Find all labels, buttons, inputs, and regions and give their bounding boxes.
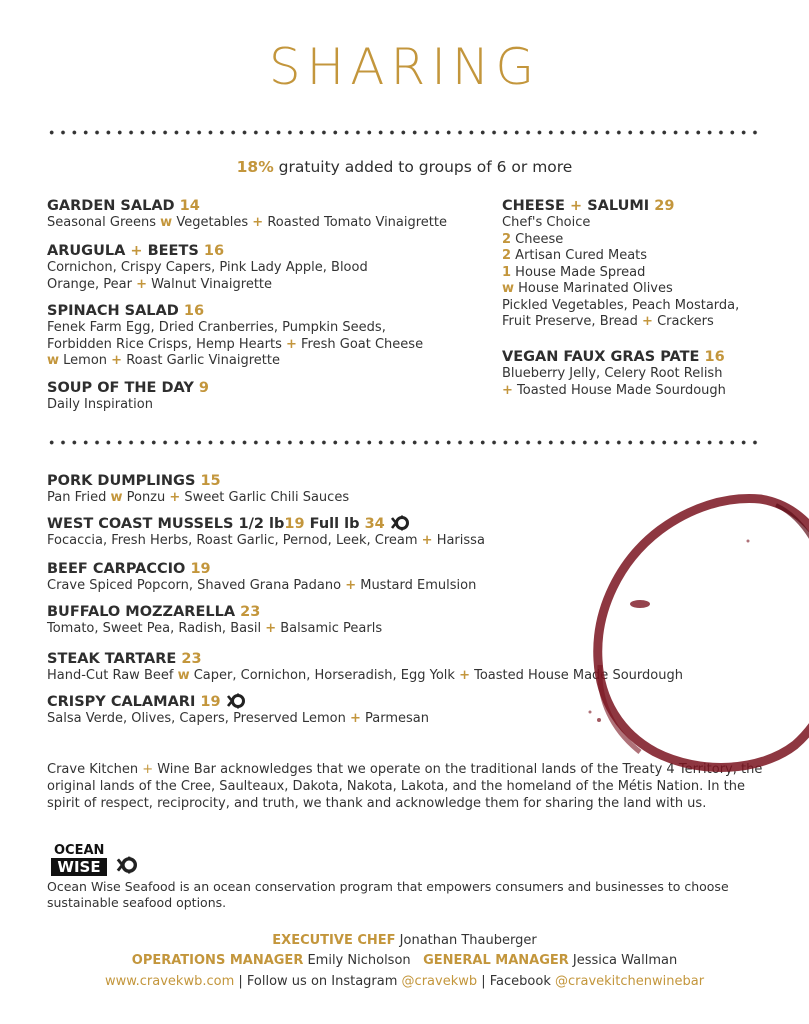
- dotted-divider: [46, 440, 764, 445]
- menu-item-beef-carpaccio: [47, 560, 476, 595]
- gratuity-text: gratuity added to groups of 6 or more: [273, 158, 573, 176]
- item-name: SOUP OF THE DAY: [47, 380, 194, 396]
- menu-item-cheese-salumi: CHEESE + SALUMI 29 Chef's Choice 2 Cheese 2 Artisan Cured Meats 1 House Made Spread w House Marinated Olives Pickled Vegetables, Peach Mostarda, Fruit Preserve, Bread + Crackers: [502, 198, 740, 329]
- dotted-divider: [46, 130, 764, 135]
- item-price: 16: [183, 303, 205, 319]
- page-title: SHARING: [268, 38, 541, 96]
- item-price: 16: [203, 243, 225, 259]
- ocean-wise-logo: [51, 844, 108, 876]
- menu-item-pork-dumplings: [47, 472, 349, 507]
- gratuity-percent: 18%: [236, 158, 274, 176]
- gratuity-note: [0, 158, 809, 176]
- item-price: 23: [181, 651, 202, 667]
- item-price: 14: [179, 198, 200, 214]
- item-description: Tomato, Sweet Pea, Radish, Basil + Balsamic Pearls: [47, 621, 383, 636]
- menu-item-spinach-salad: [47, 302, 423, 370]
- item-description: Daily Inspiration: [47, 397, 153, 412]
- item-name: SPINACH SALAD: [47, 303, 179, 319]
- ocean-wise-icon: [390, 515, 412, 531]
- item-price: 19: [190, 561, 211, 577]
- item-price: 29: [654, 198, 675, 214]
- item-description: Salsa Verde, Olives, Capers, Preserved Lemon + Parmesan: [47, 711, 429, 726]
- ocean-wise-icon: [226, 693, 248, 709]
- item-name: GARDEN SALAD: [47, 198, 175, 214]
- item-price: 34: [364, 516, 385, 532]
- item-description: Hand-Cut Raw Beef w Caper, Cornichon, Horseradish, Egg Yolk + Toasted House Made Sourdough: [47, 668, 683, 683]
- item-description: Chef's Choice 2 Cheese 2 Artisan Cured Meats 1 House Made Spread w House Marinated Olives Pickled Vegetables, Peach Mostarda, Fruit Preserve, Bread + Crackers: [502, 215, 740, 329]
- staff-executive-chef: EXECUTIVE CHEF Jonathan Thauberger: [272, 933, 537, 948]
- item-name: CHEESE: [502, 198, 565, 214]
- item-name: BUFFALO MOZZARELLA: [47, 604, 236, 620]
- item-description: Focaccia, Fresh Herbs, Roast Garlic, Pernod, Leek, Cream + Harissa: [47, 533, 485, 548]
- item-price: 15: [200, 473, 221, 489]
- item-name: VEGAN FAUX GRAS PATE: [502, 349, 700, 365]
- menu-item-steak-tartare: [47, 650, 683, 685]
- website-link[interactable]: www.cravekwb.com: [104, 974, 235, 989]
- staff-managers: OPERATIONS MANAGER Emily Nicholson GENERAL MANAGER Jessica Wallman: [131, 953, 678, 968]
- ocean-wise-description: Ocean Wise Seafood is an ocean conservation program that empowers consumers and businesses to choose sustainable seafood options.: [47, 879, 729, 910]
- land-acknowledgement: Crave Kitchen + Wine Bar acknowledges that we operate on the traditional lands of the Treaty 4 Territory, the original lands of the Cree, Saulteaux, Dakota, Nakota, Lakota, and the homeland of the Métis Nation. In the spirit of respect, reciprocity, and truth, we thank and acknowledge them for sharing the land with us.: [47, 762, 763, 811]
- item-price: 19: [200, 694, 221, 710]
- menu-item-crispy-calamari: [47, 693, 429, 728]
- item-price: 23: [240, 604, 261, 620]
- facebook-link[interactable]: @cravekitchenwinebar: [554, 974, 705, 989]
- menu-item-west-coast-mussels: WEST COAST MUSSELS 1/2 lb19 Full lb 34 Focaccia, Fresh Herbs, Roast Garlic, Pernod, Leek, Cream + Harissa: [47, 516, 485, 548]
- item-description: Pan Fried w Ponzu + Sweet Garlic Chili Sauces: [47, 490, 350, 505]
- contact-links: www.cravekwb.com | Follow us on Instagram @cravekwb | Facebook @cravekitchenwinebar: [104, 974, 705, 989]
- menu-item-buffalo-mozzarella: [47, 603, 382, 638]
- item-name: ARUGULA: [47, 243, 126, 259]
- item-price: 16: [704, 349, 725, 365]
- item-name: BEEF CARPACCIO: [47, 561, 186, 577]
- item-name: CRISPY CALAMARI: [47, 694, 196, 710]
- item-price: 9: [198, 380, 210, 396]
- item-description: Blueberry Jelly, Celery Root Relish + Toasted House Made Sourdough: [502, 366, 726, 398]
- ocean-wise-icon: [115, 856, 141, 874]
- item-description: Crave Spiced Popcorn, Shaved Grana Padano + Mustard Emulsion: [47, 578, 477, 593]
- menu-item-vegan-faux-gras: [502, 348, 726, 399]
- item-name: WEST COAST MUSSELS 1/2 lb: [47, 516, 285, 532]
- menu-item-garden-salad: [47, 197, 447, 232]
- menu-item-soup: [47, 379, 209, 414]
- item-description: Seasonal Greens w Vegetables + Roasted Tomato Vinaigrette: [47, 215, 447, 230]
- ocean-wise-logo-line1: OCEAN: [54, 843, 105, 858]
- instagram-link[interactable]: @cravekwb: [401, 974, 478, 989]
- item-name: PORK DUMPLINGS: [47, 473, 196, 489]
- item-description: Fenek Farm Egg, Dried Cranberries, Pumpkin Seeds, Forbidden Rice Crisps, Hemp Hearts + Fresh Goat Cheese w Lemon + Roast Garlic Vinaigrette: [47, 320, 424, 368]
- item-description: Cornichon, Crispy Capers, Pink Lady Apple, Blood Orange, Pear + Walnut Vinaigrette: [47, 260, 368, 292]
- ocean-wise-logo-line2: WISE: [51, 858, 107, 876]
- menu-item-arugula-beets: ARUGULA + BEETS 16 Cornichon, Crispy Capers, Pink Lady Apple, Blood Orange, Pear + Walnut Vinaigrette: [47, 243, 368, 292]
- item-name: STEAK TARTARE: [47, 651, 177, 667]
